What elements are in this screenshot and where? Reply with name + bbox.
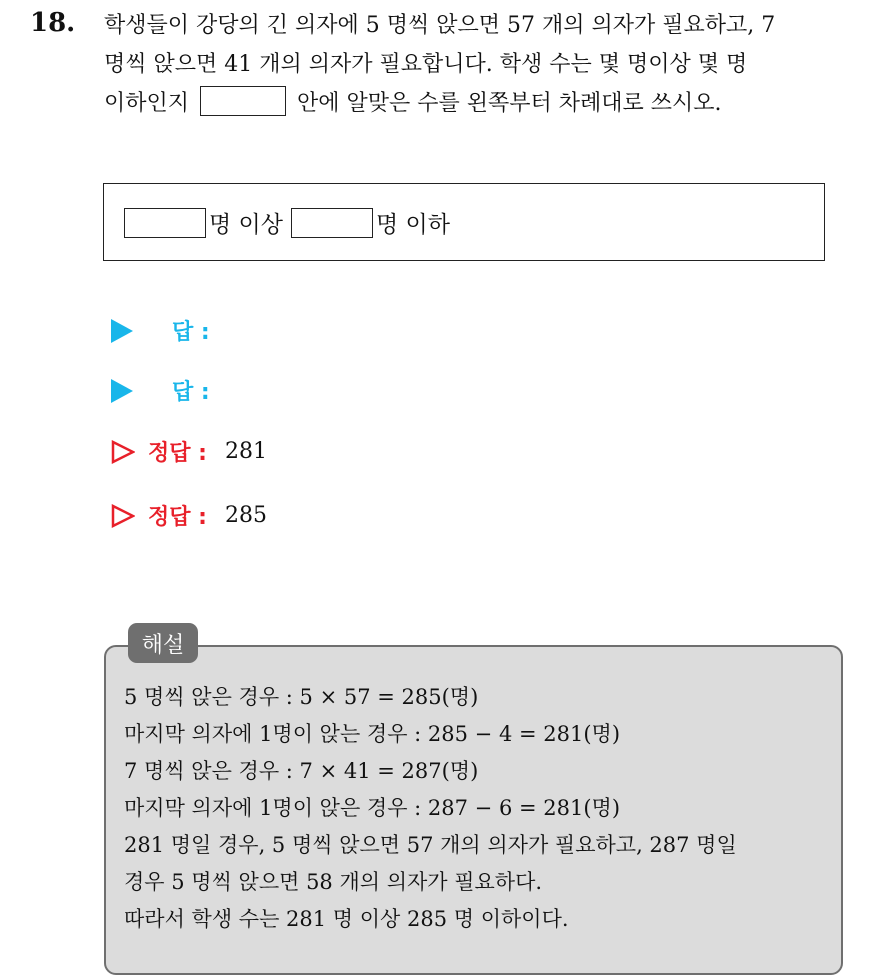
correct-answer-label: 정답 : [148,441,207,466]
answer-frame-content [124,206,450,239]
question-line-3-pre: 이하인지 [104,91,190,116]
unit-below-label: 명 이하 [375,212,450,238]
explanation-line: 7 명씩 앉은 경우 : 7 × 41 = 287(명) [124,759,479,783]
unit-above-label: 명 이상 [209,212,283,238]
answer-row-2[interactable] [111,375,210,406]
question-line-2: 명씩 앉으면 41 개의 의자가 필요합니다. 학생 수는 몇 명이상 몇 명 [104,52,748,77]
answer-frame [103,183,825,261]
answer-row-1[interactable] [111,315,210,346]
explanation-line: 경우 5 명씩 앉으면 58 개의 의자가 필요하다. [124,870,543,894]
inline-answer-blank [200,86,286,116]
blank-max[interactable] [291,208,373,238]
question-text [104,6,874,123]
correct-answer-row-2 [111,500,267,531]
blank-min[interactable] [124,208,206,238]
explanation-lines [124,679,839,938]
explanation-line: 마지막 의자에 1명이 앉은 경우 : 287 − 6 = 281(명) [124,796,621,820]
explanation-line: 따라서 학생 수는 281 명 이상 285 명 이하이다. [124,907,569,931]
explanation-line: 마지막 의자에 1명이 앉는 경우 : 285 − 4 = 281(명) [124,722,621,746]
triangle-solid-icon [111,319,133,343]
triangle-solid-icon [111,379,133,403]
question-line-3 [104,84,874,123]
triangle-outline-icon [111,504,135,528]
explanation-line: 5 명씩 앉은 경우 : 5 × 57 = 285(명) [124,685,479,709]
triangle-outline-icon [111,440,135,464]
correct-answer-row-1 [111,436,267,467]
question-line-1: 학생들이 강당의 긴 의자에 5 명씩 앉으면 57 개의 의자가 필요하고, 7 [104,13,776,38]
explanation-tab: 해설 [128,623,198,663]
answer-label: 답 : [172,380,210,405]
correct-answer-value: 285 [224,503,267,528]
explanation-line: 281 명일 경우, 5 명씩 앉으면 57 개의 의자가 필요하고, 287 명일 [124,833,737,857]
answer-label: 답 : [172,320,210,345]
question-line-3-post: 안에 알맞은 수를 왼쪽부터 차례대로 쓰시오. [297,91,722,116]
correct-answer-label: 정답 : [148,505,207,530]
question-number: 18. [30,8,76,38]
correct-answer-value: 281 [224,439,267,464]
